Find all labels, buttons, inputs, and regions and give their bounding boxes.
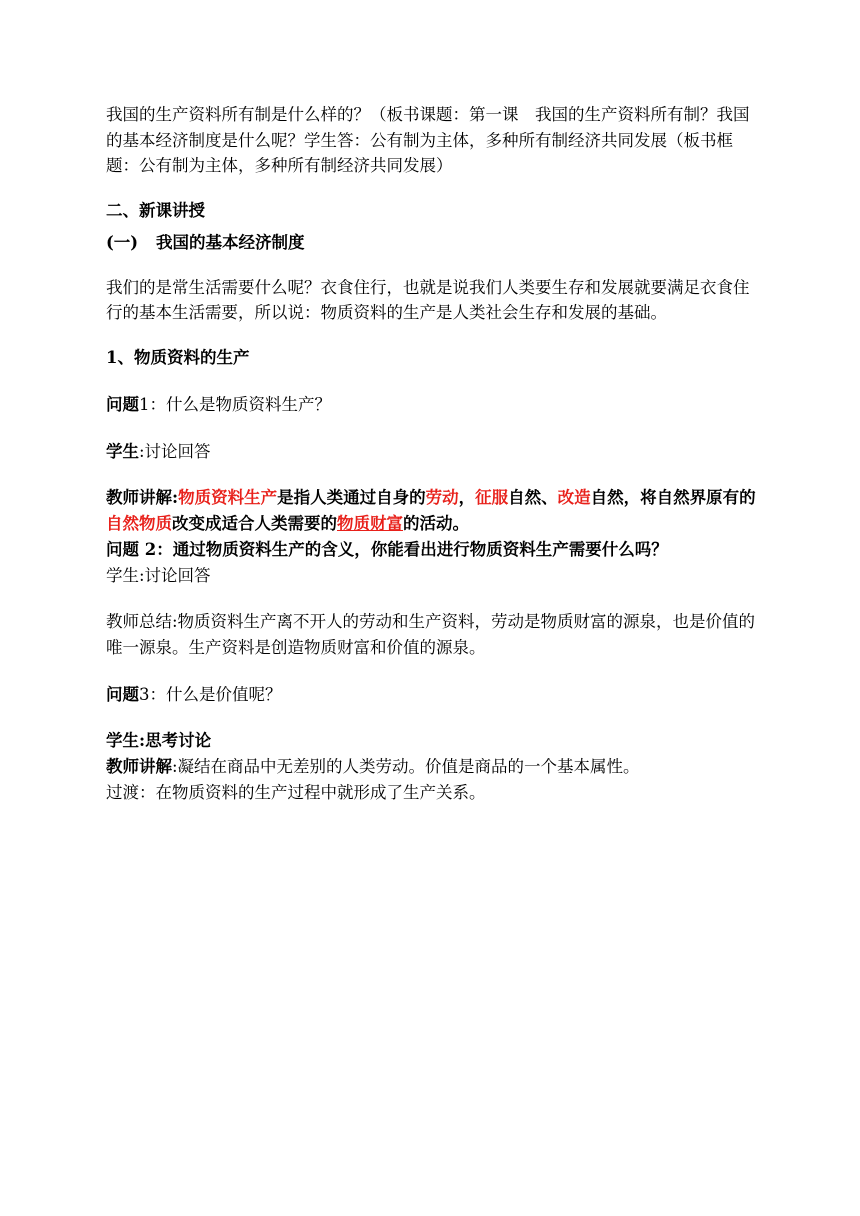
section-heading-new-lesson: 二、新课讲授 xyxy=(106,201,205,221)
teacher-1-colon: : xyxy=(172,488,179,508)
topic-heading-material-production: 1、物质资料的生产 xyxy=(106,348,250,368)
teacher-summary: 教师总结:物质资料生产离不开人的劳动和生产资料，劳动是物质财富的源泉，也是价值的唯一源泉。生产资料是创造物质财富和价值的源泉。 xyxy=(106,612,756,658)
subsection-number: (一) xyxy=(106,232,139,252)
term-material-wealth: 物质财富 xyxy=(337,514,403,534)
student-answer-2: 学生:讨论回答 xyxy=(106,565,211,585)
teacher-explanation-1 xyxy=(106,485,758,536)
teacher-3-text: :凝结在商品中无差别的人类劳动。价值是商品的一个基本属性。 xyxy=(172,757,640,777)
question-2: 问题 2：通过物质资料生产的含义，你能看出进行物质资料生产需要什么吗？ xyxy=(106,539,668,559)
teacher-1-segment-6: 自然、 xyxy=(508,488,558,508)
teacher-1-label: 教师讲解 xyxy=(106,488,172,508)
student-1-text: :讨论回答 xyxy=(139,441,211,461)
term-material-production: 物质资料生产 xyxy=(178,488,278,508)
needs-paragraph: 我们的是常生活需要什么呢？衣食住行，也就是说我们人类要生存和发展就要满足衣食住行的基本生活需要，所以说：物质资料的生产是人类社会生存和发展的基础。 xyxy=(106,277,750,323)
question-3-label: 问题 xyxy=(106,684,139,704)
teacher-1-segment-10: 改变成适合人类需要的 xyxy=(172,514,337,534)
question-3-number: 3 xyxy=(139,684,150,704)
teacher-1-segment-4: ， xyxy=(458,488,476,508)
teacher-3-label: 教师讲解 xyxy=(106,757,172,777)
question-3-text: ：什么是价值呢？ xyxy=(149,684,282,704)
student-answer-1 xyxy=(106,439,758,465)
question-1-text: ：什么是物质资料生产？ xyxy=(149,394,331,414)
document-body xyxy=(106,102,758,806)
intro-paragraph: 我国的生产资料所有制是什么样的？（板书课题：第一课 我国的生产资料所有制？我国的基本经济制度是什么呢？学生答：公有制为主体，多种所有制经济共同发展（板书框题：公有制为主体，多种所有制经济共同发展） xyxy=(106,105,750,176)
question-1-label: 问题 xyxy=(106,394,139,414)
subsection-title: 我国的基本经济制度 xyxy=(156,232,305,252)
term-transform: 改造 xyxy=(557,488,591,508)
teacher-1-segment-2: 是指人类通过自身的 xyxy=(277,488,426,508)
question-3 xyxy=(106,682,758,708)
transition-paragraph: 过渡：在物质资料的生产过程中就形成了生产关系。 xyxy=(106,782,486,802)
teacher-1-segment-12: 的活动。 xyxy=(403,514,469,534)
student-1-label: 学生 xyxy=(106,441,139,461)
teacher-1-segment-8: 自然，将自然界原有的 xyxy=(590,488,756,508)
question-1 xyxy=(106,392,758,418)
term-natural-substance: 自然物质 xyxy=(106,514,172,534)
student-answer-3: 学生:思考讨论 xyxy=(106,731,212,751)
subsection-heading-basic-economic-system xyxy=(106,230,758,256)
term-conquer: 征服 xyxy=(475,488,509,508)
term-labor: 劳动 xyxy=(425,488,459,508)
question-1-number: 1 xyxy=(139,394,150,414)
teacher-explanation-3 xyxy=(106,754,758,780)
